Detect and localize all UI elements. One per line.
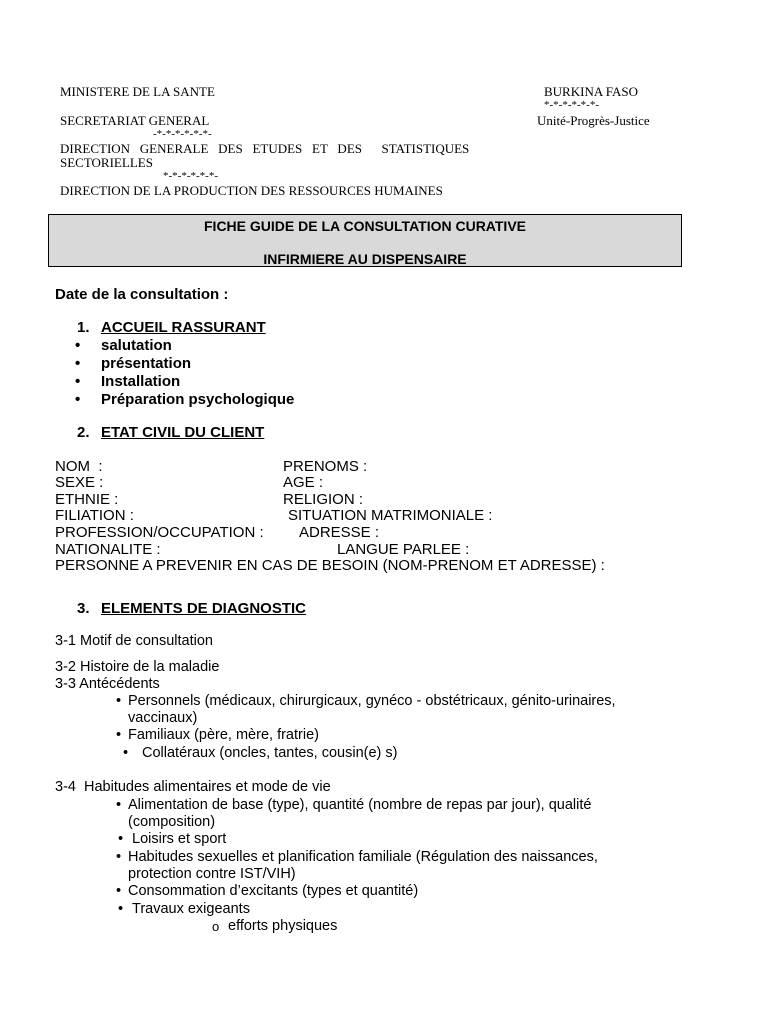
bullet-icon: • [116, 883, 122, 899]
section3-title: ELEMENTS DE DIAGNOSTIC [101, 600, 307, 617]
field-filiation: FILIATION : [55, 507, 134, 524]
section1-title: ACCUEIL RASSURANT [101, 319, 266, 336]
subsection-3-3: 3-3 Antécédents [55, 676, 160, 692]
date-label: Date de la consultation : [55, 286, 229, 303]
section1-item: • Installation [101, 373, 180, 390]
habitudes-travaux: Travaux exigeants [132, 901, 250, 917]
section2-title: ETAT CIVIL DU CLIENT [101, 424, 265, 441]
antecedents-collateraux: Collatéraux (oncles, tantes, cousin(e) s) [142, 745, 398, 761]
direction-generale-line1: DIRECTION GENERALE DES ETUDES ET DES STATISTIQUES [60, 141, 470, 156]
field-ethnie: ETHNIE : [55, 491, 119, 508]
travaux-efforts-physiques: efforts physiques [228, 918, 338, 934]
subsection-3-4: 3-4 Habitudes alimentaires et mode de vie [55, 779, 331, 795]
field-situation-matrimoniale: SITUATION MATRIMONIALE : [288, 507, 493, 524]
habitudes-loisirs: Loisirs et sport [132, 831, 227, 847]
field-nom: NOM : [55, 458, 103, 475]
section1-item: • salutation [101, 337, 172, 354]
ministry-label: MINISTERE DE LA SANTE [60, 84, 215, 99]
habitudes-sexuelles-line2: protection contre IST/VIH) [128, 866, 296, 882]
habitudes-excitants: Consommation d’excitants (types et quantité) [128, 883, 419, 899]
habitudes-alimentation-line2: (composition) [128, 814, 216, 830]
field-profession: PROFESSION/OCCUPATION : [55, 524, 264, 541]
separator-2: *-*-*-*-*-*- [163, 170, 218, 182]
country-separator: *-*-*-*-*-*- [544, 99, 599, 111]
habitudes-alimentation-line1: Alimentation de base (type), quantité (nombre de repas par jour), qualité [128, 797, 592, 813]
direction-production-label: DIRECTION DE LA PRODUCTION DES RESSOURCES HUMAINES [60, 183, 443, 198]
title-line1: FICHE GUIDE DE LA CONSULTATION CURATIVE [204, 218, 526, 234]
subsection-3-2: 3-2 Histoire de la maladie [55, 659, 220, 675]
field-langue-parlee: LANGUE PARLEE : [337, 541, 470, 558]
bullet-icon: • [116, 797, 122, 813]
field-religion: RELIGION : [283, 491, 364, 508]
title-box [48, 214, 682, 267]
field-prenoms: PRENOMS : [283, 458, 368, 475]
direction-generale-line2: SECTORIELLES [60, 155, 153, 170]
antecedents-personnels-line2: vaccinaux) [128, 710, 198, 726]
circle-bullet-icon: o [212, 919, 220, 934]
section2-number: 2. [77, 424, 90, 441]
field-adresse: ADRESSE : [299, 524, 380, 541]
section1-item: • présentation [101, 355, 191, 372]
habitudes-sexuelles-line1: Habitudes sexuelles et planification familiale (Régulation des naissances, [128, 849, 598, 865]
bullet-icon: • [116, 849, 122, 865]
title-line2: INFIRMIERE AU DISPENSAIRE [263, 251, 467, 267]
bullet-icon: • [123, 745, 129, 761]
bullet-icon: • [116, 693, 122, 709]
bullet-icon: • [118, 831, 124, 847]
section1-number: 1. [77, 319, 90, 336]
field-personne-a-prevenir: PERSONNE A PREVENIR EN CAS DE BESOIN (NOM-PRENOM ET ADRESSE) : [55, 557, 605, 574]
secretariat-label: SECRETARIAT GENERAL [60, 113, 210, 128]
separator-1: -*-*-*-*-*-*- [153, 128, 212, 140]
motto-label: Unité-Progrès-Justice [537, 113, 650, 128]
section3-number: 3. [77, 600, 90, 617]
bullet-icon: • [116, 727, 122, 743]
field-nationalite: NATIONALITE : [55, 541, 161, 558]
bullet-icon: • [118, 901, 124, 917]
section1-item: • Préparation psychologique [101, 391, 294, 408]
antecedents-personnels-line1: Personnels (médicaux, chirurgicaux, gynéco - obstétricaux, génito-urinaires, [128, 693, 616, 709]
field-sexe: SEXE : [55, 474, 104, 491]
subsection-3-1: 3-1 Motif de consultation [55, 633, 213, 649]
antecedents-familiaux: Familiaux (père, mère, fratrie) [128, 727, 319, 743]
country-label: BURKINA FASO [544, 84, 639, 99]
field-age: AGE : [283, 474, 324, 491]
